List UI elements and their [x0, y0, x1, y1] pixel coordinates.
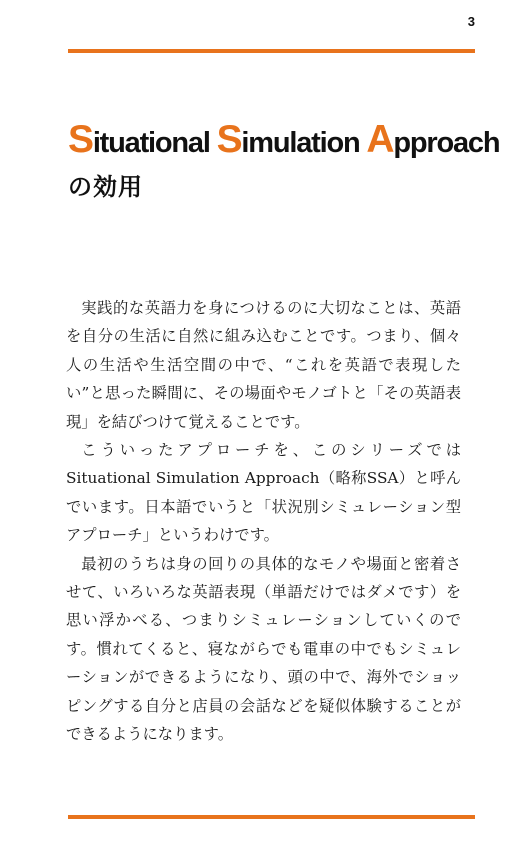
paragraph-1: 実践的な英語力を身につけるのに大切なことは、英語を自分の生活に自然に組み込むことです。つまり、個々人の生活や生活空間の中で、“これを英語で表現したい”と思った瞬間に、その場面やモノゴトと「その英語表現」を結びつけて覚えることです。 [66, 299, 462, 431]
bottom-divider [68, 815, 475, 819]
title-initial-a: A [366, 118, 394, 161]
paragraph-2: こういったアプローチを、このシリーズではSituational Simulation Approach（略称SSA）と呼んでいます。日本語でいうと「状況別シミュレーション型アプローチ」というわけです。 [66, 441, 461, 545]
page-title [68, 118, 500, 205]
title-word-situational: ituational [92, 127, 210, 159]
page-number: 3 [467, 14, 475, 29]
title-japanese: の効用 [68, 173, 143, 201]
top-divider [68, 49, 475, 53]
title-word-approach: pproach [393, 127, 500, 159]
title-word-simulation: imulation [241, 127, 360, 159]
paragraph-3: 最初のうちは身の回りの具体的なモノや場面と密着させて、いろいろな英語表現（単語だけではダメです）を思い浮かべる、つまりシミュレーションしていくのです。慣れてくると、寝ながらでも電車の中でもシミュレーションができるようになり、頭の中で、海外でショッピングする自分と店員の会話などを疑似体験することができるようになります。 [66, 554, 461, 744]
title-initial-s2: S [216, 118, 242, 161]
title-english [68, 118, 500, 165]
body-text [66, 294, 461, 749]
title-initial-s1: S [68, 118, 93, 161]
